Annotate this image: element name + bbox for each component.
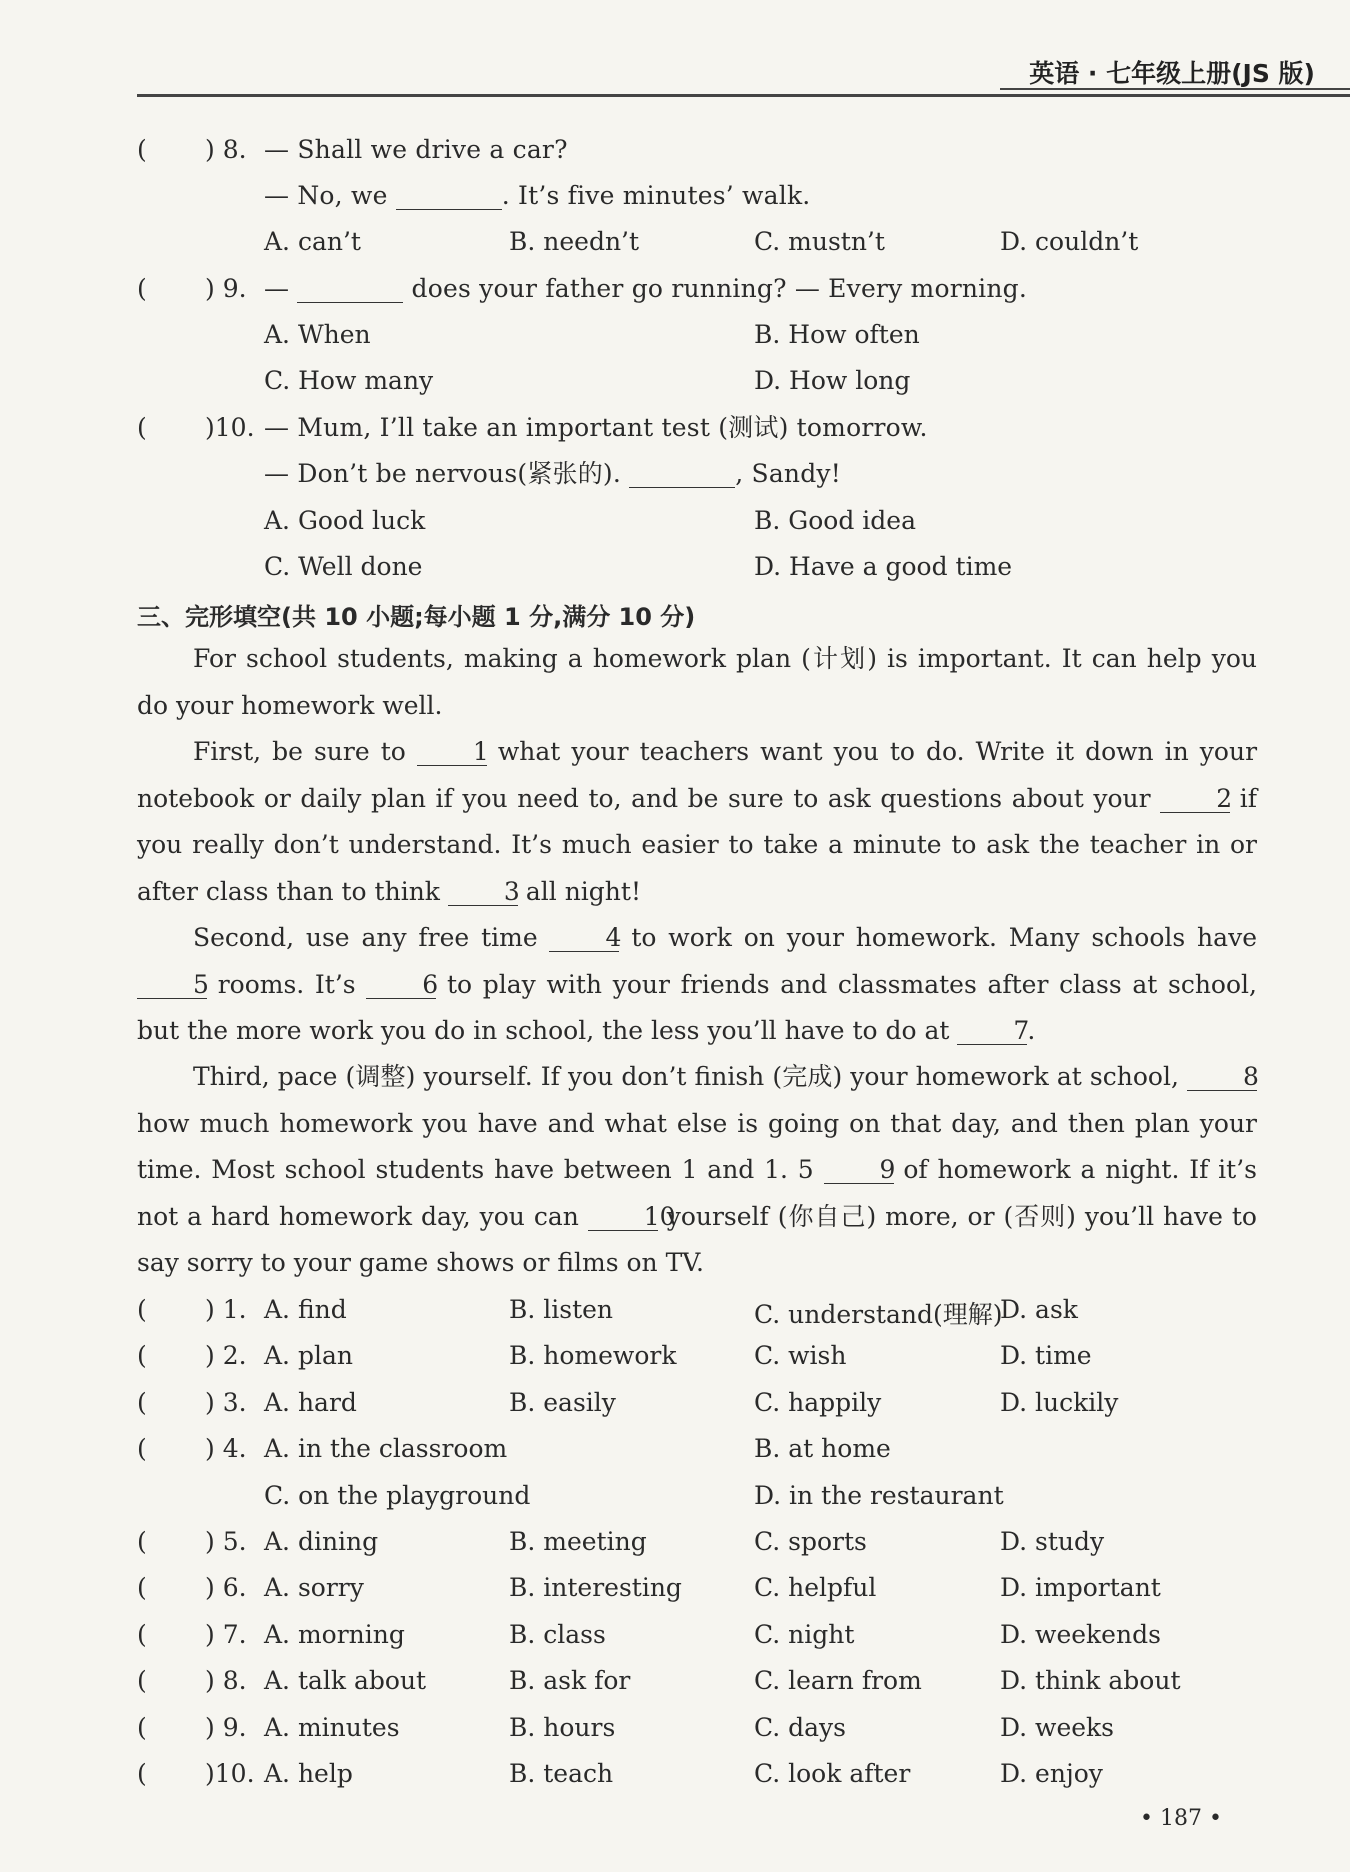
cloze-paragraph-1: For school students, making a homework plan (计划) is important. It can help you do your homework well. (137, 644, 1257, 720)
cloze-paragraph-4: Third, pace (调整) yourself. If you don’t finish (完成) your homework at school, 8 how much homework you have and what else is going on that day, and then plan your time. Most school students have between 1 and 1. 5 9 of homework a night. If it’s not a hard homework day, you can 10 yourself (你自己) more, or (否则) you’ll have to say sorry to your game shows or films on TV. (137, 1062, 1259, 1277)
option-c: C. night (754, 1619, 855, 1649)
option-b: B. How often (754, 320, 920, 349)
option-c: C. days (754, 1712, 846, 1742)
answer-paren: ( (137, 1434, 147, 1464)
option-d: D. enjoy (1000, 1759, 1103, 1788)
answer-paren: ( (137, 1341, 147, 1371)
option-a: A. dining (264, 1527, 379, 1556)
option-d: D. important (1000, 1573, 1161, 1603)
option-a: A. When (264, 320, 371, 349)
question-number: ) 6. (205, 1573, 247, 1603)
answer-blank[interactable] (396, 183, 502, 210)
option-a: A. help (264, 1759, 353, 1788)
answer-paren: ( (137, 1573, 147, 1603)
option-b: B. easily (509, 1387, 616, 1417)
option-c: C. wish (754, 1341, 847, 1371)
option-b: B. ask for (509, 1666, 631, 1696)
question-number: ) 2. (205, 1341, 247, 1371)
option-b: B. at home (754, 1434, 891, 1464)
question-number: ) 3. (205, 1387, 247, 1417)
cloze-blank-7[interactable]: 7 (957, 1018, 1027, 1045)
option-c: C. on the playground (264, 1480, 531, 1510)
option-b: B. class (509, 1619, 606, 1649)
option-d: D. luckily (1000, 1387, 1119, 1417)
cloze-paragraph-2: First, be sure to 1 what your teachers want you to do. Write it down in your notebook or daily plan if you need to, and be sure to ask questions about your 2 if you really don’t understand. It’s much easier to take a minute to ask the teacher in or after class than to think 3 all night! (137, 737, 1258, 906)
option-a: A. plan (264, 1341, 353, 1371)
answer-paren: ( (137, 1295, 147, 1324)
option-c: C. How many (264, 366, 434, 395)
question-number: ) 4. (205, 1434, 247, 1464)
cloze-blank-8[interactable]: 8 (1187, 1064, 1257, 1091)
option-c: C. mustn’t (754, 227, 885, 256)
option-a: A. find (264, 1295, 347, 1324)
option-a: A. in the classroom (264, 1434, 508, 1464)
answer-blank[interactable] (297, 276, 403, 303)
option-b: B. hours (509, 1712, 616, 1742)
option-d: D. How long (754, 366, 911, 395)
question-stem-line2: — Don’t be nervous(紧张的). , Sandy! (264, 459, 842, 488)
page-header-title: 英语 · 七年级上册(JS 版) (1029, 59, 1315, 88)
answer-paren: ( (137, 135, 147, 164)
option-d: D. study (1000, 1527, 1105, 1556)
page-number: • 187 • (1140, 1806, 1222, 1831)
option-d: D. in the restaurant (754, 1480, 1004, 1510)
answer-paren: ( (137, 1527, 147, 1556)
option-c: C. helpful (754, 1573, 877, 1603)
question-stem: — does your father go running? — Every morning. (264, 274, 1028, 303)
option-c: C. learn from (754, 1666, 922, 1696)
cloze-blank-5[interactable]: 5 (137, 972, 207, 999)
option-a: A. Good luck (264, 506, 426, 535)
cloze-blank-1[interactable]: 1 (417, 739, 487, 766)
question-number: )10. (205, 413, 255, 442)
question-number: )10. (205, 1759, 255, 1788)
section-title: 三、完形填空(共 10 小题;每小题 1 分,满分 10 分) (137, 603, 696, 631)
option-b: B. meeting (509, 1527, 647, 1556)
cloze-blank-6[interactable]: 6 (366, 972, 436, 999)
cloze-blank-4[interactable]: 4 (549, 925, 619, 952)
header-rule (137, 94, 1350, 97)
option-b: B. listen (509, 1295, 614, 1324)
question-number: ) 1. (205, 1295, 247, 1324)
question-number: ) 8. (205, 135, 247, 164)
option-a: A. morning (264, 1619, 405, 1649)
question-number: ) 7. (205, 1619, 247, 1649)
cloze-paragraph-3: Second, use any free time 4 to work on your homework. Many schools have 5 rooms. It’s 6 to play with your friends and classmates after class at school, but the more work you do in school, the less you’ll have to do at 7. (137, 923, 1257, 1045)
question-number: ) 9. (205, 274, 247, 303)
question-stem: — Shall we drive a car? (264, 135, 568, 164)
cloze-blank-3[interactable]: 3 (448, 879, 518, 906)
cloze-blank-9[interactable]: 9 (824, 1157, 894, 1184)
answer-paren: ( (137, 1666, 147, 1696)
option-a: A. sorry (264, 1573, 364, 1603)
option-d: D. couldn’t (1000, 227, 1139, 256)
option-a: A. minutes (264, 1712, 400, 1742)
answer-paren: ( (137, 1712, 147, 1742)
question-stem: — Mum, I’ll take an important test (测试) tomorrow. (264, 413, 928, 442)
cloze-blank-10[interactable]: 10 (588, 1204, 658, 1231)
answer-paren: ( (137, 1387, 147, 1417)
option-b: B. Good idea (754, 506, 916, 535)
option-a: A. hard (264, 1387, 357, 1417)
option-b: B. homework (509, 1341, 677, 1371)
question-number: ) 9. (205, 1712, 247, 1742)
answer-paren: ( (137, 413, 147, 442)
header-rule-upper (1000, 88, 1350, 90)
option-c: C. Well done (264, 552, 423, 581)
option-a: A. talk about (264, 1666, 427, 1696)
answer-paren: ( (137, 1759, 147, 1788)
option-a: A. can’t (264, 227, 361, 256)
option-b: B. teach (509, 1759, 614, 1788)
option-d: D. think about (1000, 1666, 1181, 1696)
option-d: D. weeks (1000, 1712, 1115, 1742)
option-c: C. sports (754, 1527, 867, 1556)
cloze-blank-2[interactable]: 2 (1160, 786, 1230, 813)
answer-paren: ( (137, 274, 147, 303)
option-d: D. Have a good time (754, 552, 1013, 581)
option-d: D. weekends (1000, 1619, 1161, 1649)
option-d: D. time (1000, 1341, 1092, 1371)
question-number: ) 5. (205, 1527, 247, 1556)
answer-paren: ( (137, 1619, 147, 1649)
option-c: C. happily (754, 1387, 882, 1417)
option-b: B. interesting (509, 1573, 682, 1603)
option-d: D. ask (1000, 1295, 1078, 1324)
option-c: C. look after (754, 1759, 911, 1788)
question-stem-line2: — No, we . It’s five minutes’ walk. (264, 181, 811, 210)
option-b: B. needn’t (509, 227, 640, 256)
option-c: C. understand(理解) (754, 1300, 1003, 1329)
question-number: ) 8. (205, 1666, 247, 1696)
answer-blank[interactable] (629, 461, 735, 488)
